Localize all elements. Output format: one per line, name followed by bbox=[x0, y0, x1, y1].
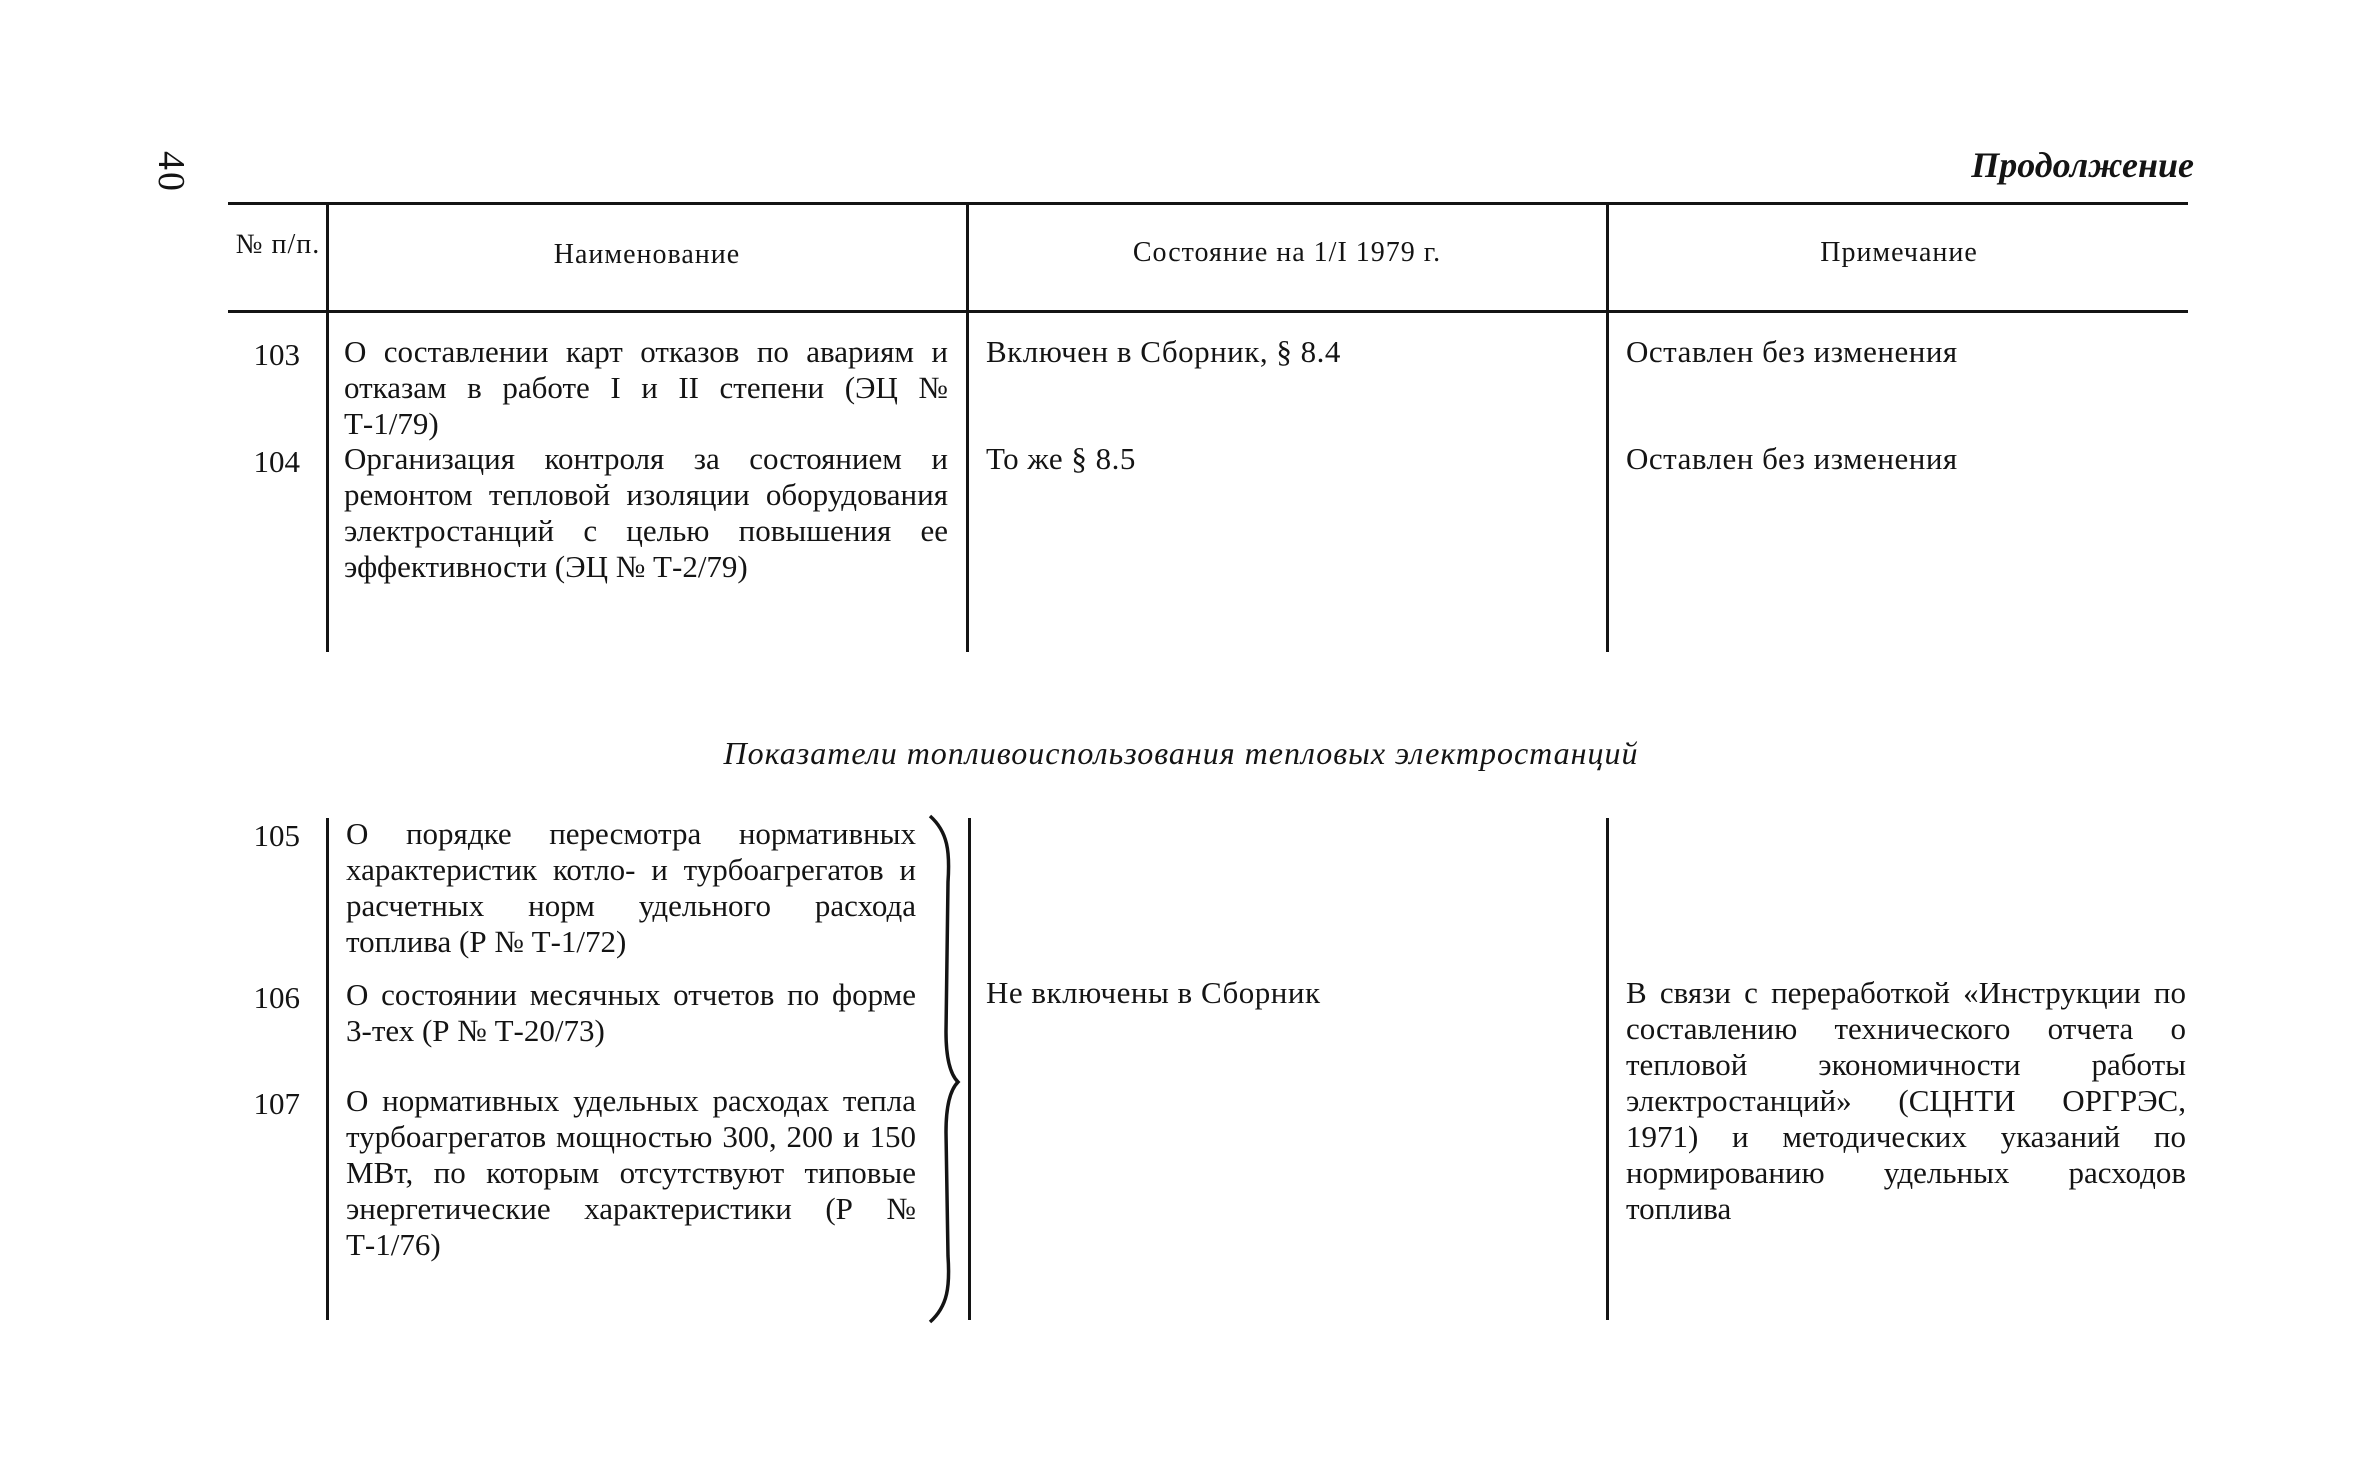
table-top-rule bbox=[228, 202, 2188, 205]
col-divider-1 bbox=[326, 818, 329, 1320]
row-note: Оставлен без изменения bbox=[1626, 441, 1958, 476]
row-note: Оставлен без изменения bbox=[1626, 334, 1958, 369]
row-name: О состоянии месячных отчетов по форме 3-тех (Р № Т-20/73) bbox=[346, 977, 916, 1048]
row-state: То же § 8.5 bbox=[986, 441, 1136, 476]
row-number: 107 bbox=[253, 1086, 300, 1121]
group-note: В связи с переработкой «Инструкции по составлению технического отчета о тепловой экономичности работы электростанций» (СЦНТИ ОРГРЭС, 1971) и методических указаний по нормированию удельных расходов топлива bbox=[1626, 975, 2186, 1226]
group-state: Не включены в Сборник bbox=[986, 975, 1321, 1010]
group-brace bbox=[926, 812, 962, 1326]
header-note: Примечание bbox=[1820, 237, 1978, 268]
row-name: О порядке пересмотра нормативных характеристик котло- и турбоагрегатов и расчетных норм удельного расхода топлива (Р № Т-1/72) bbox=[346, 816, 916, 959]
continuation-label: Продолжение bbox=[1971, 145, 2194, 185]
row-number: 104 bbox=[253, 444, 300, 479]
row-name: О нормативных удельных расходах тепла турбоагрегатов мощностью 300, 200 и 150 МВт, по которым отсутствуют типовые энергетические характеристики (Р № Т-1/76) bbox=[346, 1083, 916, 1262]
page-number: 40 bbox=[150, 151, 192, 193]
row-number: 106 bbox=[253, 980, 300, 1015]
header-bottom-rule bbox=[228, 310, 2188, 313]
col-divider-3 bbox=[1606, 204, 1609, 652]
col-divider-3 bbox=[1606, 818, 1609, 1320]
row-number: 105 bbox=[253, 818, 300, 853]
header-state: Состояние на 1/I 1979 г. bbox=[1132, 237, 1442, 268]
col-divider-2 bbox=[966, 204, 969, 652]
row-number: 103 bbox=[253, 337, 300, 372]
col-divider-2 bbox=[968, 818, 971, 1320]
row-name: Организация контроля за состоянием и ремонтом тепловой изоляции оборудования электростанций с целью повышения ее эффективности (ЭЦ № Т-2/79) bbox=[344, 441, 948, 584]
row-name: О составлении карт отказов по авариям и отказам в работе I и II степени (ЭЦ № Т-1/79) bbox=[344, 334, 948, 441]
row-state: Включен в Сборник, § 8.4 bbox=[986, 334, 1341, 369]
header-num: № п/п. bbox=[235, 229, 321, 260]
col-divider-1 bbox=[326, 204, 329, 652]
section-title: Показатели топливоиспользования тепловых электростанций bbox=[723, 735, 1639, 771]
header-name: Наименование bbox=[553, 239, 741, 270]
